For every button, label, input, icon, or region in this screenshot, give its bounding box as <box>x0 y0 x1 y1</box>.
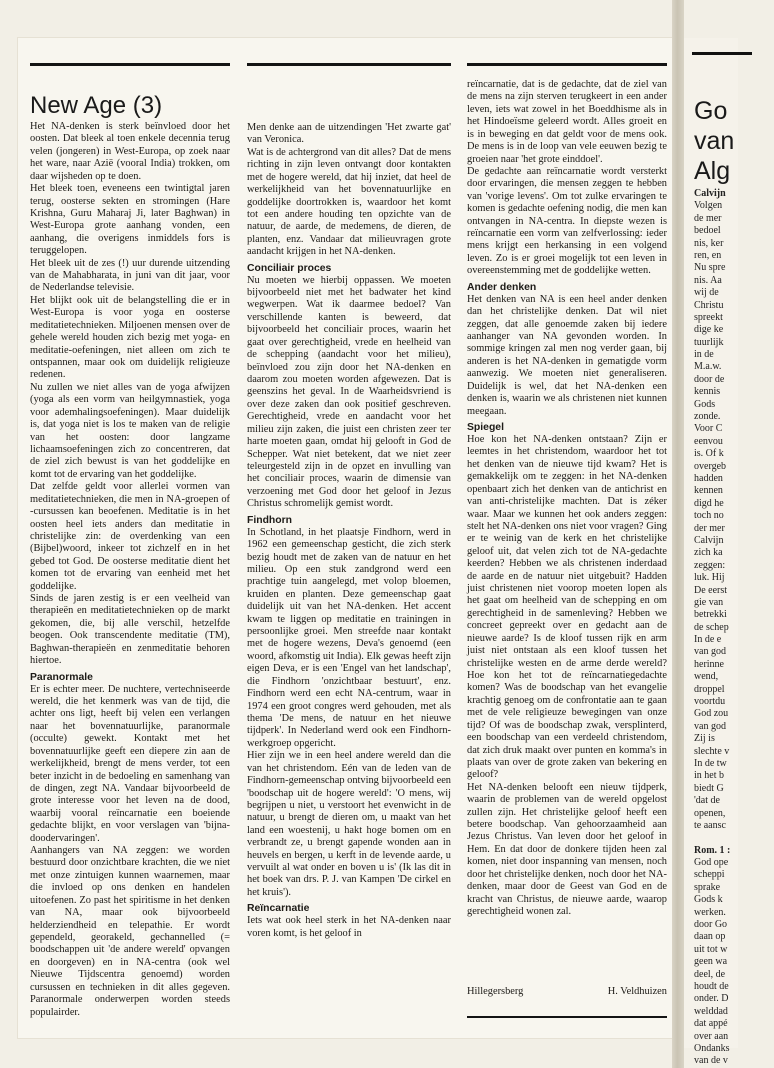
paragraph: In Schotland, in het plaatsje Findhorn, werd in 1962 een gemeenschap gesticht, die zich sterk bezig houdt met de zaken van de natuur en het milieu. Op een stuk zandgrond werd een prachtige tuin aangelegd, met volop bloemen, kruiden en planten. Deze gemeenschap gaat duidelijk uit van het NA-denken. Het accent kwam te liggen op meditatie en trainingen in persoonlijke groei. Men streefde naar kontakt met de hogere wezens, Deva's genoemd (een woord, afkomstig uit India). Elk gewas heeft zijn eigen Deva, er is een 'Engel van het landschap', die Findhorn 'onzichtbaar bestuurt', enz. Findhorn werd een echt NA-centrum, waar in 1974 een groot congres werd gehouden, met als thema 'De mens, de natuur en het nieuwe tijdperk'. In Nederland werd ook een Findhorn-werkgroep opgericht. <box>247 526 452 749</box>
next-page-line: ren, en <box>694 249 722 261</box>
next-page-line: hadden <box>694 472 723 484</box>
section-heading: Findhorn <box>247 514 293 526</box>
next-page-line: van de v <box>694 1055 728 1067</box>
next-page-title <box>694 96 774 186</box>
signature-place: Hillegersberg <box>467 986 524 997</box>
next-page-line: M.a.w. <box>694 361 722 373</box>
column-top-rule <box>467 63 667 66</box>
next-page-line: biedt G <box>694 782 724 794</box>
next-page-line: luk. Hij <box>694 572 725 584</box>
next-page-edge <box>684 38 738 1067</box>
next-page-line: Rom. 1 : <box>694 844 731 856</box>
next-page-line: nis, ker <box>694 237 724 249</box>
next-page-line: Ondanks <box>694 1042 730 1054</box>
section-heading: Paranormale <box>30 671 93 683</box>
next-page-line: welddad <box>694 1005 728 1017</box>
next-page-line: de schep <box>694 621 729 633</box>
next-page-line: geen wa <box>694 956 728 968</box>
next-page-text-fragments <box>694 188 754 1068</box>
paragraph: Het denken van NA is een heel ander denken dan het christelijke denken. Dat wil niet zeggen, dat alle genoemde zaken bij iedere aanhanger van NA gevonden worden. In sommige kringen zal men nog verder gaan, bij anderen is het NA-denken in gematigde vorm aanwezig. We moeten niet generaliseren. Duidelijk is wel, dat het NA-denken een denken is, waarin we als christenen niet kunnen meegaan. <box>467 293 667 417</box>
next-page-line: door de <box>694 373 725 385</box>
paragraph: Er is echter meer. De nuchtere, vertechniseerde wereld, die het kenmerk was van de tijd, die achter ons ligt, heeft bij velen een verlangen naar het bovennatuurlijke, paranormale (occulte) gewekt. Kontakt met het bovennatuurlijke geeft een diepere zin aan de werkelijkheid, brengt de mens verder, tot een beter inzicht in de bedoeling en samenhang van de dingen, zegt NA. Vandaar bijvoorbeeld de grote interesse voor het leven na de dood, waarbij vooral reïncarnatie een boeiende gedachte blijkt, en voor verslagen van 'bijna-doodervaringen'. <box>30 683 230 844</box>
next-title-line: van <box>694 127 735 155</box>
next-page-line: gie van <box>694 596 724 608</box>
paragraph: Het bleek toen, eveneens een twintigtal jaren terug, oosterse sekten en stromingen (Hare Krishna, Guru Maharaj Ji, later Baghwan) in West-Europa grote aanhang vonden, een aanhang, die overigens inmiddels fors is teruggelopen. <box>30 183 230 257</box>
next-page-line: Christu <box>694 299 724 311</box>
next-page-line: in het b <box>694 770 724 782</box>
next-page-line: overgeb <box>694 460 727 472</box>
next-page-line: door Go <box>694 919 728 931</box>
next-page-line: Volgen <box>694 200 723 212</box>
next-page-line: Nu spre <box>694 262 726 274</box>
next-page-line: onder. D <box>694 993 729 1005</box>
paragraph: Sinds de jaren zestig is er een veelheid van therapieën en meditatietechnieken op de markt gekomen, die, bij alle verschil, hetzelfde beogen. Ook transcendente meditatie (TM), Baghwan-therapieën en zenmeditatie behoren hiertoe. <box>30 593 230 667</box>
next-page-line: Calvijn <box>694 188 726 199</box>
next-page-line: scheppi <box>694 869 725 881</box>
next-page-line: over aan <box>694 1030 729 1042</box>
next-page-line: van god <box>694 720 726 732</box>
article-title: New Age (3) <box>30 92 163 119</box>
next-page-line: dige ke <box>694 324 724 336</box>
next-page-line: Calvijn <box>694 534 724 546</box>
next-page-line: God zou <box>694 708 729 720</box>
next-page-line: van god <box>694 646 726 658</box>
next-page-line: voortdu <box>694 696 726 708</box>
next-page-line: Zij is <box>694 733 715 745</box>
next-page-line: Gods <box>694 398 716 410</box>
next-page-line: nis. Aa <box>694 274 722 286</box>
paragraph: Het blijkt ook uit de belangstelling die er in West-Europa is voor yoga en oosterse meditatietechnieken. Miljoenen mensen over de gehele wereld houden zich bezig met yoga- en meditatie-oefeningen, niet alleen om zich te ontspannen, maar ook om duidelijk religieuze redenen. <box>30 294 230 381</box>
article-signature <box>467 985 667 998</box>
paragraph: Hoe kon het NA-denken ontstaan? Zijn er leemtes in het christendom, waardoor het tot het denken van de nieuwe tijd kwam? Het is gemakkelijk om te zeggen: in het NA-denken openbaart zich het denken van de antichrist en van anti-christelijke machten. Dat is zéker waar. Maar we kunnen het ook anders zeggen: stelt het NA-denken ons niet voor vragen? Ging er te weinig van de kerk en het christelijke geloof uit, dat velen zich tot de NA-gedachte keerden? Hebben we als christenen inderdaad de aarde en de natuur niet uitgebuit? Hadden juist christenen niet voorop moeten lopen als het gaat om heelheid van de schepping en om gerechtigheid in de samenleving? Hebben we concreet gepreekt over en gedacht aan de nieuwe aarde? Is de kloof tussen rijk en arm juist niet ontstaan als een kloof tussen het christelijke westen en de arme derde wereld? Hoe kon het tot de reïncarnatiegedachte komen? Was de boodschap van het evangelie krachtig genoeg om de confrontatie aan te gaan met de vele religieuze bewegingen van onze tijd? Of was de boodschap zwak, versplinterd, een boodschap van een verdeeld christendom, dat zich druk maakt over punten en komma's in plaats van over de grote zaken van bekering en geloof? <box>467 433 667 781</box>
paragraph: Nu zullen we niet alles van de yoga afwijzen (yoga als een vorm van heilgymnastiek, yoga voor ademhalingsoefeningen). Maar duidelijk is, dat yoga niet is los te maken van de religie van het oosten: door langzame lichaamsoefeningen zich zo concentreren, dat de ziel zich bewust is van het goddelijke en komt tot de ervaring van het goddelijke. <box>30 381 230 480</box>
next-title-line: Alg <box>694 157 731 185</box>
next-page-line: Voor C <box>694 423 723 435</box>
next-page-line: toch no <box>694 510 724 522</box>
next-page-line: is. Of k <box>694 448 724 460</box>
next-page-line: herinne <box>694 658 724 670</box>
paragraph: Iets wat ook heel sterk in het NA-denken naar voren komt, is het geloof in <box>247 915 451 939</box>
next-page-line: kennen <box>694 485 723 497</box>
paragraph: Het NA-denken is sterk beïnvloed door het oosten. Dat bleek al toen enkele decennia terug velen (jongeren) in West-Europa, op zoek naar het ware, naar Azië (vooral India) trokken, om daar wijsheden op te doen. <box>30 121 230 182</box>
next-page-line: deel, de <box>694 968 726 980</box>
next-page-line: God ope <box>694 857 729 869</box>
next-page-line: sprake <box>694 881 721 893</box>
signature-author: H. Veldhuizen <box>607 986 667 997</box>
next-page-line: de mer <box>694 212 722 224</box>
next-page-line: uit tot w <box>694 943 728 955</box>
next-page-line: De eerst <box>694 584 728 596</box>
next-page-line: houdt de <box>694 981 729 992</box>
paragraph: Hier zijn we in een heel andere wereld dan die van het christendom. Eén van de leden van de Findhorn-gemeenschap ontving bijvoorbeeld een 'boodschap uit de hogere wereld': 'O mens, wij begrijpen u niet, u verstoort het evenwicht in de natuur, u brengt de dieren om, u maakt van het land een woestenij, u hakt hoge bomen om en verbrandt ze, u brengt gapende wonden aan in heuvels en bergen, u kerft in de levende aarde, u vervuilt al wat onder en boven u is' (Ik las dit in het boek van drs. P. J. van Kampen 'De cirkel en het kruis'). <box>247 750 452 898</box>
paragraph: Het bleek uit de zes (!) uur durende uitzending van de Mahabharata, in juni van dit jaar, voor de Nederlandse televisie. <box>30 257 230 294</box>
paragraph: De gedachte aan reïncarnatie wordt versterkt door ervaringen, die mensen zeggen te hebben van 'vorige levens'. Om tot zulke ervaringen te komen is gedachte oefening nodig, die men kan ontvangen in NA-centra. In diepste wezen is reïncarnatie een vorm van zelfverlossing: ieder mens krijgt een herkansing in een volgend leven. Zo is er groei mogelijk tot een leven in overeenstemming met de goddelijke wetten. <box>467 165 667 277</box>
next-title-line: Go <box>694 97 728 125</box>
next-page-line: zonde. <box>694 411 721 423</box>
paragraph: reïncarnatie, dat is de gedachte, dat de ziel van de mens na zijn sterven terugkeert in een ander leven, iets wat zowel in het Boeddhisme als in het Hindoeïsme geleerd wordt. Alles groeit en is in beweging en dat geldt voor de mens ook. De mens is in de loop van vele eeuwen bezig te groeien naar 'het grote einddoel'. <box>467 79 667 165</box>
next-page-line: digd he <box>694 497 724 509</box>
article-column-3 <box>467 79 667 918</box>
next-page-line: slechte v <box>694 745 730 757</box>
section-heading: Conciliair proces <box>247 262 332 274</box>
next-page-line: wend, <box>694 671 719 683</box>
next-page-line: 'dat de <box>694 795 720 807</box>
next-page-line: Gods k <box>694 894 723 906</box>
next-page-line: betrekki <box>694 609 727 621</box>
next-page-line: openen, <box>694 807 726 819</box>
next-page-top-rule <box>692 52 752 55</box>
next-page-line: daan op <box>694 931 726 943</box>
next-page-line: werken. <box>694 906 726 918</box>
next-page-line: wij de <box>694 287 719 299</box>
paragraph: Het NA-denken belooft een nieuw tijdperk, waarin de problemen van de wereld opgelost zullen zijn. Het christelijke geloof heeft een betere boodschap. Van gehoorzaamheid aan Jezus Christus. Van leven door het geloof in Hem. En dat door de donkere tijden heen zal komen, niet door inspanning van mensen, noch door het christelijke denken, noch door het NA-denken, maar door de Geest van God en de kracht van Christus, de nieuwe aarde, waarop gerechtigheid wonen zal. <box>467 781 667 917</box>
next-page-line: zeggen: <box>694 559 726 571</box>
next-page-line: spreekt <box>694 311 723 323</box>
column-top-rule <box>247 63 451 66</box>
next-page-line: der mer <box>694 522 725 534</box>
paragraph: Men denke aan de uitzendingen 'Het zwarte gat' van Veronica. <box>247 122 451 146</box>
page-fold-gutter <box>672 0 684 1068</box>
next-page-line: In de e <box>694 634 722 646</box>
next-page-line: tuurlijk <box>694 336 724 348</box>
next-page-line: droppel <box>694 683 725 695</box>
article-column-1 <box>30 121 230 1019</box>
next-page-line: in de <box>694 349 714 361</box>
next-page-line: In de tw <box>694 757 727 769</box>
next-page-line: kennis <box>694 386 721 398</box>
paragraph: Aanhangers van NA zeggen: we worden bestuurd door onzichtbare krachten, die we niet met onze zintuigen kunnen waarnemen, maar die invloed op ons denken en handelen uitoefenen. Zo past het spiritisme in het denken van NA, maar ook bijvoorbeeld helderziendheid en telepathie. Er wordt gependeld, georakeld, gechannelled (= boodschappen uit 'de andere wereld' opvangen en doorgeven) en in NA-centra (ook wel Nieuwe Tijdscentra genoemd) worden cursussen en technieken in dit alles gegeven. Paranormale onderwerpen worden steeds populairder. <box>30 845 230 1018</box>
next-page-line: eenvou <box>694 435 723 447</box>
article-end-rule <box>467 1016 667 1018</box>
section-heading: Ander denken <box>467 281 537 293</box>
column-top-rule <box>30 63 230 66</box>
next-page-line: dat appé <box>694 1018 728 1030</box>
next-page-line: zich ka <box>694 547 723 559</box>
article-column-2 <box>247 122 451 940</box>
next-page-line <box>694 832 754 844</box>
section-heading: Spiegel <box>467 421 504 433</box>
next-page-line: te aansc <box>694 819 726 831</box>
paragraph: Dat zelfde geldt voor allerlei vormen van meditatietechnieken, die men in NA-groepen of -cursussen kan beoefenen. Meditatie is in het oosten heel iets anders dan meditatie in christelijke zin: de overdenking van een (Bijbel)woord, inkeer tot zichzelf en in het gebed tot God. De oosterse meditatie dient het komen tot de ervaring van eenheid met het goddelijke. <box>30 481 230 592</box>
next-page-line: bedoel <box>694 225 721 237</box>
paragraph: Nu moeten we hierbij oppassen. We moeten bijvoorbeeld niet met het badwater het kind wegwerpen. Wat ik daarmee bedoel? Van verschillende kanten is beweerd, dat bijvoorbeeld het conciliair proces, waarin het gaat over gerechtigheid, vrede en heelheid van de schepping (aandacht voor het milieu), beïnvloed zou zijn door het NA-denken en daarom zou moeten worden afgewezen. Dat is geenszins het geval. In de Waarheidsvriend is over deze zaken dan ook positief geschreven. Gerechtigheid, vrede en aandacht voor het milieu zijn zaken, die juist een christen zeer ter harte moeten gaan, omdat hij gelooft in God de Schepper. Wat niet betekent, dat we niet zeer teleurgesteld zijn in de opzet en invulling van het conciliair proces, waarin de dimensie van verzoening met God door het geloof in Jezus Christus schromelijk gemist wordt. <box>247 274 451 510</box>
section-heading: Reïncarnatie <box>247 903 310 915</box>
paragraph: Wat is de achtergrond van dit alles? Dat de mens richting in zijn leven ontvangt door kontakten met de hogere wereld, dat hij inziet, dat heel de werkelijkheid van het bovennatuurlijke en goddelijke doortrokken is, waardoor het komt tot een andere houding ten opzichte van de natuur, de aarde, de medemens, de dieren, de planten, enz. Vandaar dat milieuvragen grote aandacht krijgen in het NA-denken. <box>247 146 451 258</box>
